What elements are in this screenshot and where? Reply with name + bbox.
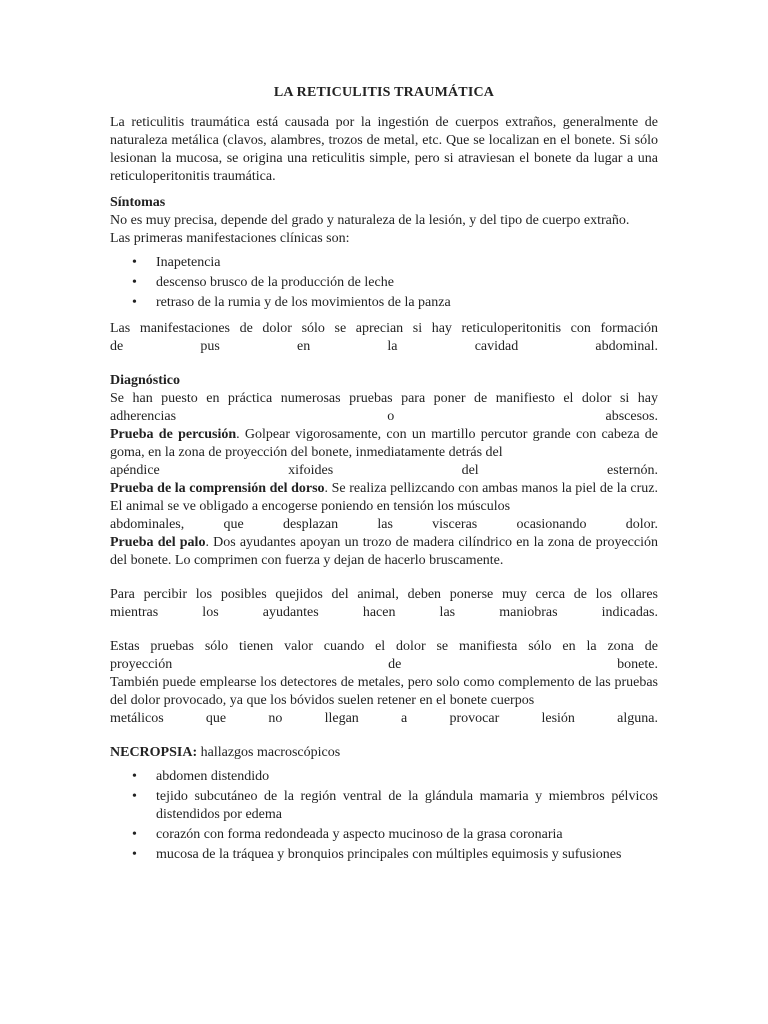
- prueba-percusion-text: . Golpear vigorosamente, con un martillo percutor grande con cabeza de goma, en la zona de proyección del bonete, inmediatamente detrás del: [110, 427, 658, 460]
- sintomas-paragraph-2: Las primeras manifestaciones clínicas son:: [110, 231, 350, 246]
- diagnostico-paragraph-4b: metálicos que no llegan a provocar lesión alguna.: [110, 711, 658, 726]
- list-item: • tejido subcutáneo de la región ventral de la glándula mamaria y miembros pélvicos distendidos por edema: [156, 788, 658, 824]
- prueba-palo-text: . Dos ayudantes apoyan un trozo de madera cilíndrico en la zona de proyección del bonete. Lo comprimen con fuerza y dejan de hacerlo bruscamente.: [110, 535, 658, 568]
- necropsia-label: NECROPSIA:: [110, 745, 198, 760]
- necropsia-list: [110, 768, 658, 864]
- diagnostico-paragraph-4a: También puede emplearse los detectores de metales, pero solo como complemento de las pruebas del dolor provocado, ya que los bóvidos suelen retener en el bonete cuerpos: [110, 675, 658, 708]
- document-title: LA RETICULITIS TRAUMÁTICA: [273, 85, 495, 100]
- diagnostico-paragraph-1a: Se han puesto en práctica numerosas pruebas para poner de manifiesto el dolor si hay: [110, 391, 658, 406]
- prueba-compresion: [110, 480, 658, 516]
- list-item: • abdomen distendido: [156, 768, 658, 786]
- list-item: • mucosa de la tráquea y bronquios principales con múltiples equimosis y sufusiones: [156, 846, 658, 864]
- prueba-percusion: [110, 426, 658, 462]
- necropsia-heading: [110, 744, 658, 762]
- diagnostico-paragraph-3a: Estas pruebas sólo tienen valor cuando el dolor se manifiesta sólo en la zona de: [110, 639, 658, 654]
- list-item: • descenso brusco de la producción de leche: [156, 274, 658, 292]
- list-item: • Inapetencia: [156, 254, 658, 272]
- prueba-percusion-label: Prueba de percusión: [110, 427, 237, 442]
- prueba-compresion-end: abdominales, que desplazan las visceras ocasionando dolor.: [110, 517, 658, 532]
- sintomas-heading: Síntomas: [110, 195, 166, 210]
- prueba-compresion-label: Prueba de la comprensión del dorso: [110, 481, 325, 496]
- necropsia-subtitle: hallazgos macroscópicos: [197, 745, 341, 760]
- intro-paragraph: La reticulitis traumática está causada por la ingestión de cuerpos extraños, generalmente de naturaleza metálica (clavos, alambres, trozos de metal, etc. Que se localizan en el bonete. Si sólo lesionan la mucosa, se origina una reticulitis simple, pero si atraviesan el bonete da lugar a una reticuloperitonitis traumática.: [110, 115, 658, 184]
- list-item: • retraso de la rumia y de los movimientos de la panza: [156, 294, 658, 312]
- diagnostico-paragraph-1b: adherencias o abscesos.: [110, 409, 658, 424]
- sintomas-list: [110, 254, 658, 312]
- diagnostico-paragraph-2b: mientras los ayudantes hacen las maniobras indicadas.: [110, 605, 658, 620]
- prueba-palo-label: Prueba del palo: [110, 535, 206, 550]
- diagnostico-paragraph-3b: proyección de bonete.: [110, 657, 658, 672]
- prueba-compresion-text: . Se realiza pellizcando con ambas manos la piel de la cruz. El animal se ve obligado a encogerse poniendo en tensión los músculos: [110, 481, 658, 514]
- diagnostico-heading: Diagnóstico: [110, 373, 180, 388]
- sintomas-paragraph-3a: Las manifestaciones de dolor sólo se aprecian si hay reticuloperitonitis con formación: [110, 321, 658, 336]
- sintomas-paragraph-1: No es muy precisa, depende del grado y naturaleza de la lesión, y del tipo de cuerpo extraño.: [110, 213, 630, 228]
- document-content: [110, 84, 658, 872]
- diagnostico-paragraph-2a: Para percibir los posibles quejidos del animal, deben ponerse muy cerca de los ollares: [110, 587, 658, 602]
- prueba-percusion-end: apéndice xifoides del esternón.: [110, 463, 658, 478]
- list-item: • corazón con forma redondeada y aspecto mucinoso de la grasa coronaria: [156, 826, 658, 844]
- prueba-palo: [110, 534, 658, 570]
- sintomas-paragraph-3b: de pus en la cavidad abdominal.: [110, 339, 658, 354]
